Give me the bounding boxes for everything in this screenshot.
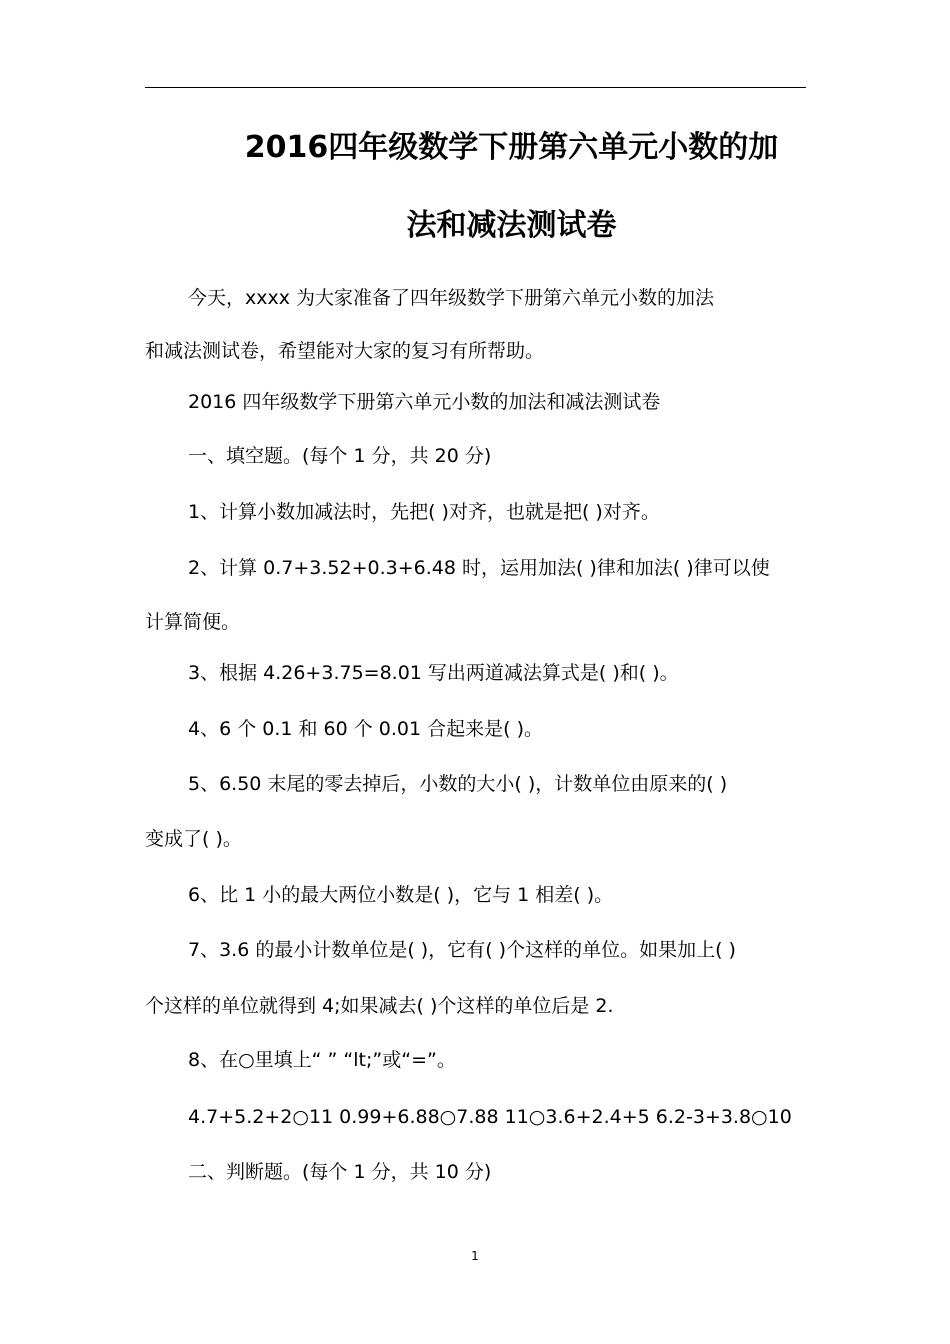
page-number: 1: [471, 1249, 479, 1263]
question-7-line-1: 7、3.6 的最小计数单位是( )，它有( )个这样的单位。如果加上( ): [188, 939, 736, 961]
question-2-line-2: 计算简便。: [145, 611, 241, 633]
question-2-line-1: 2、计算 0.7+3.52+0.3+6.48 时，运用加法( )律和加法( )律可以使: [188, 557, 770, 579]
section-1-heading: 一、填空题。(每个 1 分，共 20 分): [188, 445, 492, 467]
question-4: 4、6 个 0.1 和 60 个 0.01 合起来是( )。: [188, 718, 544, 740]
document-title-line-2: 法和减法测试卷: [406, 208, 617, 243]
question-8: 8、在○里填上“ ” “lt;”或“=”。: [188, 1049, 456, 1071]
question-1: 1、计算小数加减法时，先把( )对齐，也就是把( )对齐。: [188, 501, 660, 523]
header-rule: [145, 87, 806, 88]
question-8-items: 4.7+5.2+2○11 0.99+6.88○7.88 11○3.6+2.4+5 6.2-3+3.8○10: [188, 1106, 792, 1128]
question-3: 3、根据 4.26+3.75=8.01 写出两道减法算式是( )和( )。: [188, 662, 679, 684]
section-2-heading: 二、判断题。(每个 1 分，共 10 分): [188, 1161, 492, 1183]
intro-paragraph-line-1: 今天，xxxx 为大家准备了四年级数学下册第六单元小数的加法: [188, 287, 715, 309]
question-6: 6、比 1 小的最大两位小数是( )，它与 1 相差( )。: [188, 884, 614, 906]
subtitle: 2016 四年级数学下册第六单元小数的加法和减法测试卷: [188, 391, 661, 413]
question-5-line-1: 5、6.50 末尾的零去掉后，小数的大小( )，计数单位由原来的( ): [188, 773, 728, 795]
question-7-line-2: 个这样的单位就得到 4;如果减去( )个这样的单位后是 2.: [145, 995, 614, 1017]
question-5-line-2: 变成了( )。: [145, 828, 242, 850]
intro-paragraph-line-2: 和减法测试卷，希望能对大家的复习有所帮助。: [145, 340, 545, 362]
document-title-line-1: 2016四年级数学下册第六单元小数的加: [244, 130, 779, 165]
